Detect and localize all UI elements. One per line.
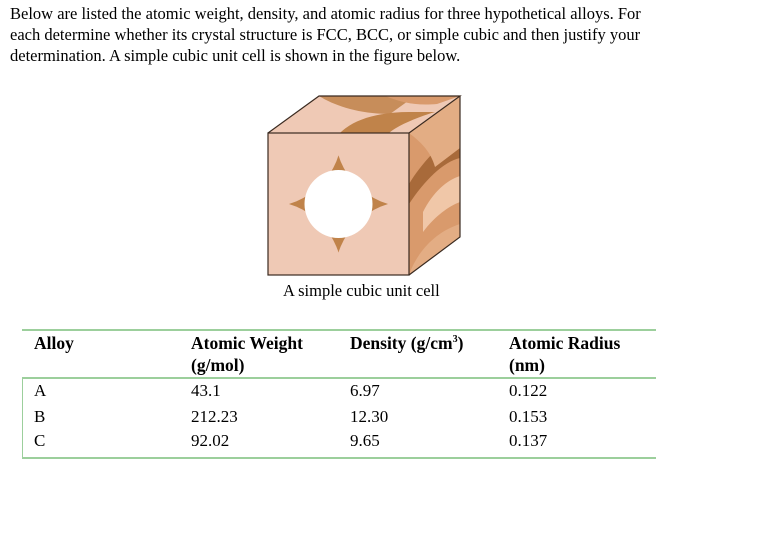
cell-radius: 0.122: [509, 381, 548, 400]
header-atomic-weight-line2: (g/mol): [191, 355, 245, 375]
cell-weight: 92.02: [191, 431, 230, 450]
header-atomic-radius-line2: (nm): [509, 355, 545, 375]
figure-caption: A simple cubic unit cell: [283, 281, 440, 300]
cell-density: 9.65: [350, 431, 380, 450]
table-header-rule: [22, 377, 656, 379]
problem-line-2: each determine whether its crystal structure is FCC, BCC, or simple cubic and then justify your: [10, 25, 641, 44]
header-alloy: Alloy: [34, 333, 74, 353]
cell-weight: 43.1: [191, 381, 221, 400]
cell-density: 6.97: [350, 381, 380, 400]
header-density: [350, 332, 463, 354]
problem-line-3: determination. A simple cubic unit cell is shown in the figure below.: [10, 46, 461, 65]
problem-statement: [10, 3, 736, 66]
table-top-rule: [22, 329, 656, 331]
table-left-rule: [22, 377, 23, 459]
cell-alloy: B: [34, 407, 46, 426]
cell-alloy: A: [34, 381, 47, 400]
header-atomic-weight: [191, 332, 303, 376]
header-atomic-radius: [509, 332, 620, 376]
cell-radius: 0.137: [509, 431, 548, 450]
header-atomic-weight-line1: Atomic Weight: [191, 333, 303, 353]
cell-radius: 0.153: [509, 407, 548, 426]
problem-line-1: Below are listed the atomic weight, density, and atomic radius for three hypothetical alloys. For: [10, 4, 641, 23]
cell-weight: 212.23: [191, 407, 238, 426]
header-density-close: ): [457, 333, 464, 353]
simple-cubic-unit-cell-figure: [265, 92, 475, 284]
header-density-text: Density (g/cm: [350, 333, 453, 353]
header-density-superscript: 3: [452, 334, 458, 345]
header-atomic-radius-line1: Atomic Radius: [509, 333, 621, 353]
cell-alloy: C: [34, 431, 46, 450]
table-bottom-rule: [22, 457, 656, 459]
cell-density: 12.30: [350, 407, 389, 426]
